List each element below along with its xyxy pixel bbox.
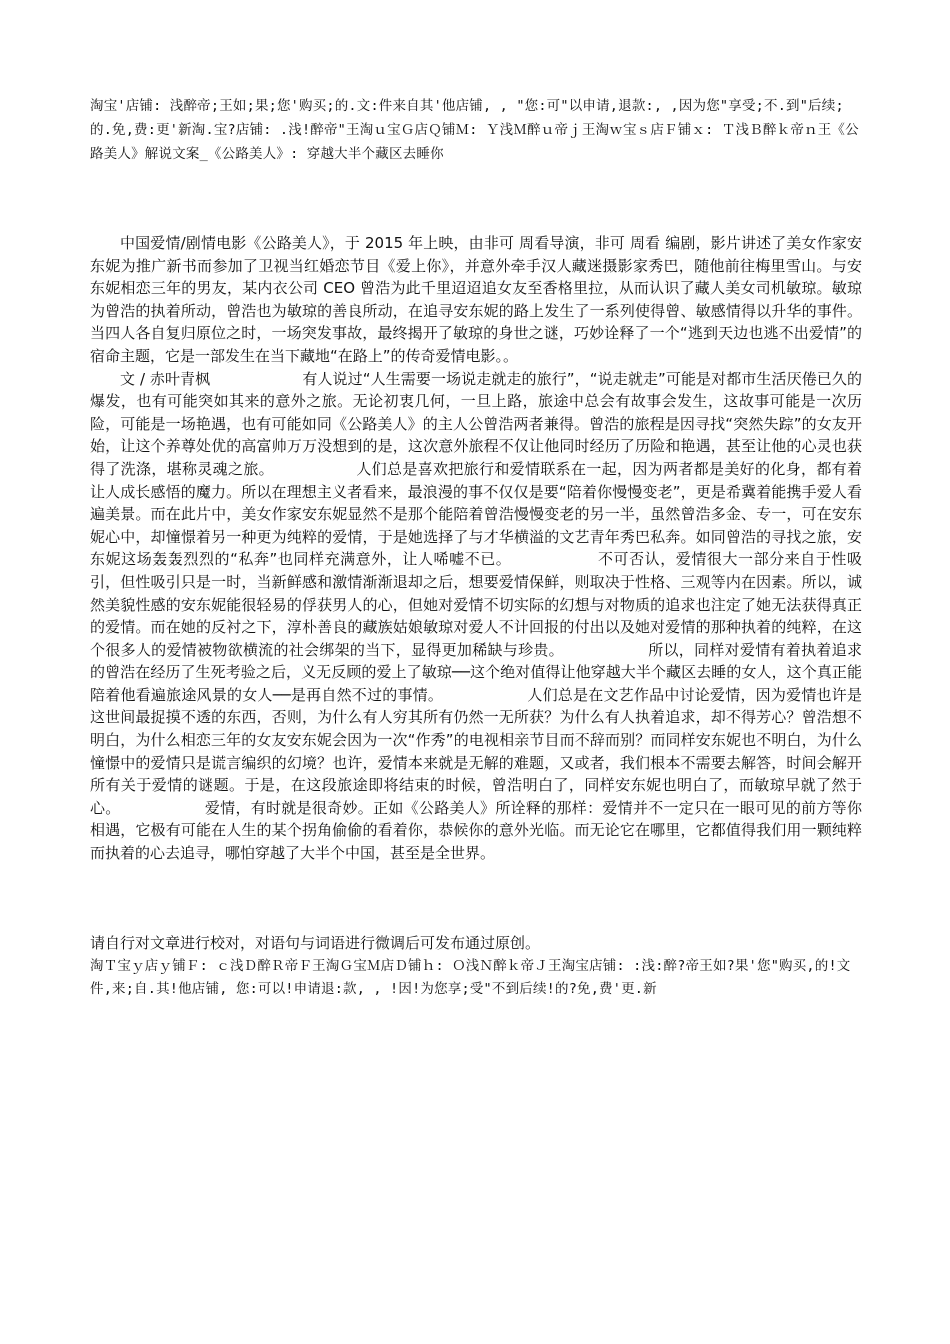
byline: 文 / 赤叶青枫 <box>120 369 211 388</box>
article-continuous-text <box>90 368 862 865</box>
document-page <box>90 94 862 1001</box>
footer-note: 请自行对文章进行校对，对语句与词语进行微调后可发布通过原创。 <box>90 933 541 952</box>
paragraph-5: 人们总是在文艺作品中讨论爱情，因为爱情也许是这世间最捉摸不透的东西，否则，为什么有人穷其所有仍然一无所获？为什么有人执着追求，却不得芳心？曾浩想不明白，为什么相恋三年的女友安东妮会因为一次“作秀”的电视相亲节目而不辞而别？而同样安东妮也不明白，为什么憧憬中的爱情只是谎言编织的幻境？也许，爱情本来就是无解的难题，又或者，我们根本不需要去解答，时间会解开所有关于爱情的谜题。于是，在这段旅途即将结束的时候，曾浩明白了，同样安东妮也明白了，而敏琼早就了然于心。 <box>90 685 862 817</box>
paragraph-6: 爱情，有时就是很奇妙。正如《公路美人》所诠释的那样：爱情并不一定只在一眼可见的前方等你相遇，它极有可能在人生的某个拐角偷偷的看着你，恭候你的意外光临。而无论它在哪里，它都值得我们用一颗纯粹而执着的心去追寻，哪怕穿越了大半个中国，甚至是全世界。 <box>90 798 862 863</box>
paragraph-2: 人们总是喜欢把旅行和爱情联系在一起，因为两者都是美好的化身，都有着让人成长感悟的魔力。所以在理想主义者看来，最浪漫的事不仅仅是要“陪着你慢慢变老”，更是希冀着能携手爱人看遍美景。而在此片中，美女作家安东妮显然不是那个能陪着曾浩慢慢变老的另一半，虽然曾浩多金、专一，可在安东妮心中，却憧憬着另一种更为纯粹的爱情，于是她选择了与才华横溢的文艺青年秀巴私奔。如同曾浩的寻找之旅，安东妮这场轰轰烈烈的“私奔”也同样充满意外，让人唏嘘不已。 <box>90 459 862 569</box>
article-body <box>90 232 862 865</box>
paragraph-1: 有人说过“人生需要一场说走就走的旅行”，“说走就走”可能是对都市生活厌倦已久的爆发，也有可能突如其来的意外之旅。无论初衷几何，一旦上路，旅途中总会有故事会发生，这故事可能是一次历险，可能是一场艳遇，也有可能如同《公路美人》的主人公曾浩两者兼得。曾浩的旅程是因寻找“突然失踪”的女友开始，让这个养尊处优的高富帅万万没想到的是，这次意外旅程不仅让他同时经历了历险和艳遇，甚至让他的心灵也获得了洗涤，堪称灵魂之旅。 <box>90 369 862 478</box>
intro-paragraph: 中国爱情/剧情电影《公路美人》，于 2015 年上映，由非可 周看导演，非可 周看 编剧，影片讲述了美女作家安东妮为推广新书而参加了卫视当红婚恋节目《爱上你》，并意外牵手汉人藏迷摄影家秀巴，随他前往梅里雪山。与安东妮相恋三年的男友，某内衣公司 CEO 曾浩为此千里迢迢追女友至香格里拉，从而认识了藏人美女司机敏琼。敏琼为曾浩的执着所动，曾浩也为敏琼的善良所动，在追寻安东妮的路上发生了一系列使得曾、敏感情得以升华的事件。当四人各自复归原位之时，一场突发事故，最终揭开了敏琼的身世之谜，巧妙诠释了一个“逃到天边也逃不出爱情”的宿命主题，它是一部发生在当下藏地“在路上”的传奇爱情电影。。 <box>90 234 862 365</box>
paragraph-4: 所以，同样对爱情有着执着追求的曾浩在经历了生死考验之后，义无反顾的爱上了敏琼──这个绝对值得让他穿越大半个藏区去睡的女人，这个真正能陪着他看遍旅途风景的女人──是再自然不过的事情。 <box>90 640 862 704</box>
document-footer-text: 淘Ｔ宝ｙ店ｙ铺Ｆ: ｃ浅Ｄ醉Ｒ帝Ｆ王淘Ｇ宝Ｍ店Ｄ铺ｈ: Ｏ浅Ｎ醉ｋ帝Ｊ王淘宝店铺: :浅:醉?帝王如?果'您"购买,的!文件,来;自.其!他店铺, 您:可以!申请退:款, , !因!为您享;受"不到后续!的?免,费'更.新 <box>90 957 851 997</box>
paragraph-3: 不可否认，爱情很大一部分来自于性吸引，但性吸引只是一时，当新鲜感和激情渐渐退却之后，想要爱情保鲜，则取决于性格、三观等内在因素。所以，诚然美貌性感的安东妮能很轻易的俘获男人的心，但她对爱情不切实际的幻想与对物质的追求也注定了她无法获得真正的爱情。而在她的反衬之下，淳朴善良的藏族姑娘敏琼对爱人不计回报的付出以及她对爱情的那种执着的纯粹，在这个很多人的爱情被物欲横流的社会绑架的当下，显得更加稀缺与珍贵。 <box>90 550 862 659</box>
document-header-text: 淘宝'店铺: 浅醉帝;王如;果;您'购买;的.文:件来自其'他店铺, , "您:可"以申请,退款:, ,因为您"享受;不.到"后续;的.免,费:更'新淘.宝?店铺: .浅!醉帝"王淘ｕ宝Ｇ店Ｑ铺Ｍ: Ｙ浅Ｍ醉ｕ帝ｊ王淘ｗ宝ｓ店Ｆ铺ｘ: Ｔ浅Ｂ醉ｋ帝ｎ王《公路美人》解说文案_《公路美人》: 穿越大半个藏区去睡你 <box>90 98 859 162</box>
